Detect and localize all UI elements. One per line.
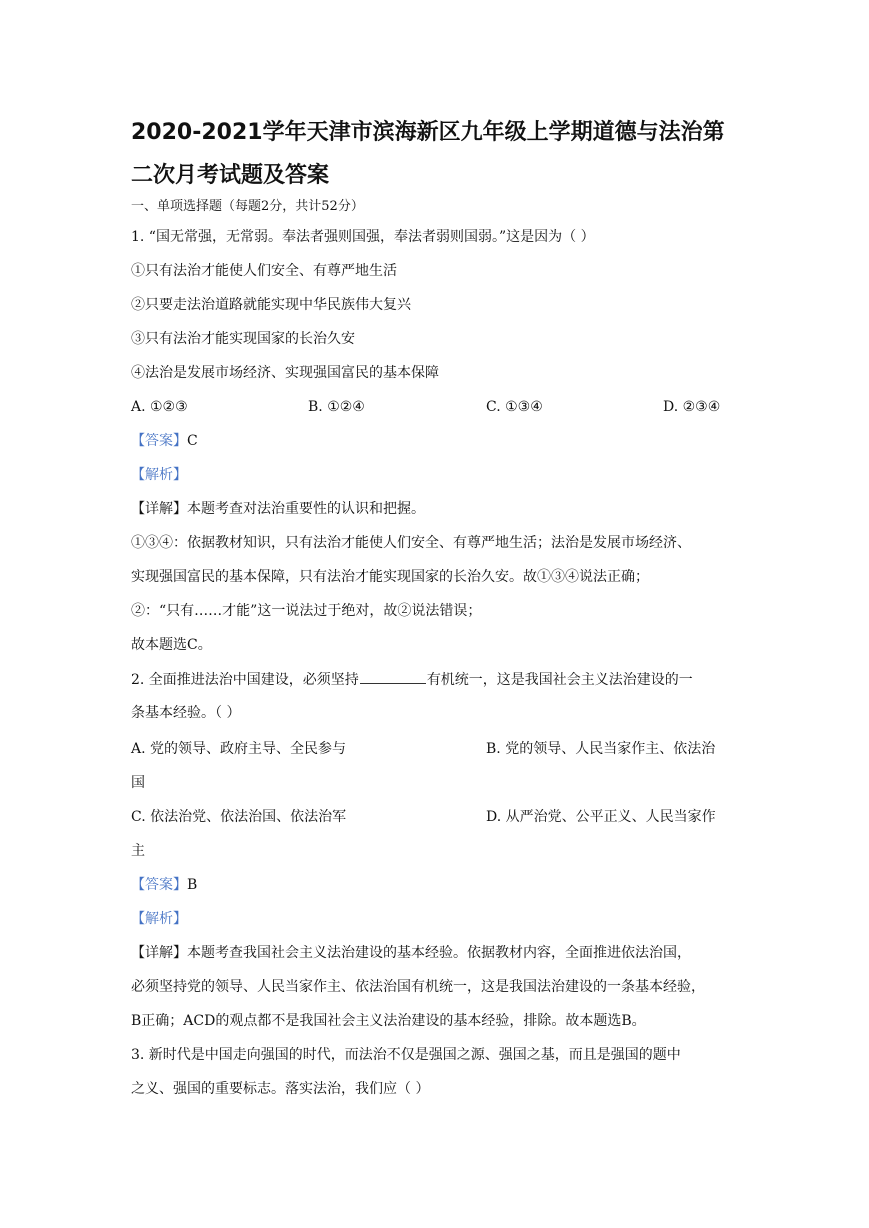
q1-statement-1: ①只有法治才能使人们安全、有尊严地生活 (131, 263, 397, 279)
q2-option-c: C. 依法治党、依法治国、依法治军 (131, 809, 347, 825)
q2-answer-tag: 【答案】 (131, 877, 187, 893)
q1-answer-tag: 【答案】 (131, 433, 187, 449)
q2-analysis-label: 【解析】 (131, 911, 187, 927)
q1-option-d: D. ②③④ (663, 399, 721, 415)
q2-option-b: B. 党的领导、人民当家作主、依法治 (486, 741, 716, 757)
q2-detail-line-1 (131, 943, 741, 963)
q2-option-b-continued: 国 (131, 775, 145, 791)
q2-option-a: A. 党的领导、政府主导、全民参与 (131, 741, 347, 757)
q1-statement-3: ③只有法治才能实现国家的长治久安 (131, 331, 355, 347)
q1-statement-2: ②只要走法治道路就能实现中华民族伟大复兴 (131, 297, 411, 313)
q2-detail-line-3: B正确；ACD的观点都不是我国社会主义法治建设的基本经验，排除。故本题选B。 (131, 1013, 646, 1029)
q1-analysis-tag (131, 465, 741, 485)
q1-explanation-line-1: ①③④：依据教材知识，只有法治才能使人们安全、有尊严地生活；法治是发展市场经济、 (131, 535, 691, 551)
q2-stem (131, 669, 741, 690)
q1-answer-value: C (187, 433, 198, 449)
q1-detail-tag: 【详解】 (131, 501, 187, 517)
q1-detail-text: 本题考查对法治重要性的认识和把握。 (187, 501, 425, 517)
section-heading: 一、单项选择题（每题2分，共计52分） (131, 199, 364, 214)
q2-fill-blank (360, 669, 426, 684)
q1-option-b: B. ①②④ (308, 399, 365, 415)
q1-answer (131, 431, 741, 451)
q2-detail-line-2: 必须坚持党的领导、人民当家作主、依法治国有机统一，这是我国法治建设的一条基本经验， (131, 979, 705, 995)
q1-stem: 1. “国无常强，无常弱。奉法者强则国强，奉法者弱则国弱。”这是因为（ ） (131, 229, 595, 245)
q1-detail (131, 499, 741, 519)
q2-stem-after: 有机统一，这是我国社会主义法治建设的一 (426, 672, 693, 688)
q2-stem-line2: 条基本经验。（ ） (131, 705, 241, 721)
q2-detail-text-1: 本题考查我国社会主义法治建设的基本经验。依据教材内容，全面推进依法治国， (187, 945, 691, 961)
document-title-line1: 2020-2021学年天津市滨海新区九年级上学期道德与法治第 (131, 120, 725, 145)
q1-statement-4: ④法治是发展市场经济、实现强国富民的基本保障 (131, 365, 439, 381)
q2-stem-before: 2. 全面推进法治中国建设，必须坚持 (131, 672, 359, 688)
q2-detail-tag: 【详解】 (131, 945, 187, 961)
q1-option-a: A. ①②③ (131, 399, 188, 415)
q2-option-d: D. 从严治党、公平正义、人民当家作 (486, 809, 716, 825)
q2-answer-value: B (187, 877, 198, 893)
q1-analysis-label: 【解析】 (131, 467, 187, 483)
q2-option-d-continued: 主 (131, 843, 145, 859)
q1-explanation-line-4: 故本题选C。 (131, 637, 212, 653)
document-title-line2: 二次月考试题及答案 (131, 163, 330, 188)
q3-stem-line2: 之义、强国的重要标志。落实法治，我们应（ ） (131, 1081, 430, 1097)
q2-analysis-tag (131, 909, 741, 929)
q3-stem-line1: 3. 新时代是中国走向强国的时代，而法治不仅是强国之源、强国之基，而且是强国的题中 (131, 1047, 681, 1063)
q1-explanation-line-3: ②：“只有……才能”这一说法过于绝对，故②说法错误； (131, 603, 482, 619)
q2-answer (131, 875, 741, 895)
q1-explanation-line-2: 实现强国富民的基本保障，只有法治才能实现国家的长治久安。故①③④说法正确； (131, 569, 649, 585)
q1-option-c: C. ①③④ (486, 399, 543, 415)
